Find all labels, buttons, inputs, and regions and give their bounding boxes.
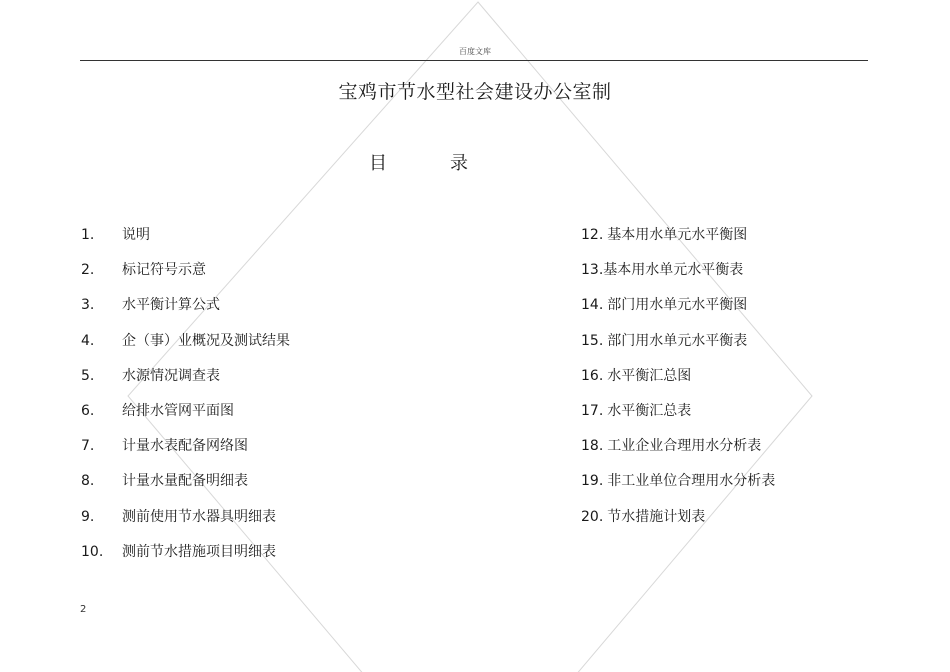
toc-item-number: 17. bbox=[581, 402, 604, 419]
toc-item-text: 水平衡汇总表 bbox=[607, 402, 692, 419]
toc-item-text: 水源情况调查表 bbox=[122, 367, 220, 384]
toc-item-15 bbox=[581, 332, 775, 367]
toc-item-19 bbox=[581, 472, 775, 507]
header-label bbox=[0, 47, 950, 57]
toc-left-column bbox=[81, 226, 290, 578]
toc-item-text: 非工业单位合理用水分析表 bbox=[607, 473, 776, 490]
toc-item-text: 计量水表配备网络图 bbox=[122, 438, 248, 455]
toc-item-number: 18. bbox=[581, 438, 604, 455]
toc-item-number: 3. bbox=[81, 297, 95, 314]
header-rule bbox=[80, 60, 868, 61]
toc-item-text: 企（事）业概况及测试结果 bbox=[122, 332, 290, 349]
toc-item-number: 1. bbox=[81, 227, 95, 243]
toc-item-number: 12. bbox=[581, 227, 604, 243]
toc-item-4 bbox=[81, 332, 290, 367]
toc-item-3 bbox=[81, 296, 290, 331]
toc-item-number: 16. bbox=[581, 367, 604, 384]
toc-item-text: 水平衡汇总图 bbox=[607, 367, 692, 384]
toc-item-number: 2. bbox=[81, 262, 95, 279]
toc-item-number: 9. bbox=[81, 508, 95, 525]
toc-item-number: 10. bbox=[81, 543, 104, 560]
toc-item-1 bbox=[81, 226, 290, 261]
toc-item-text: 节水措施计划表 bbox=[607, 508, 706, 525]
toc-right-column bbox=[581, 226, 775, 543]
toc-item-13 bbox=[581, 261, 775, 296]
toc-item-number: 7. bbox=[81, 438, 95, 455]
toc-item-text: 计量水量配备明细表 bbox=[122, 473, 248, 490]
document-title: 宝鸡市节水型社会建设办公室制 bbox=[338, 81, 612, 103]
toc-item-16 bbox=[581, 367, 775, 402]
toc-item-text: 工业企业合理用水分析表 bbox=[607, 438, 762, 455]
page-number: 2 bbox=[80, 604, 87, 615]
toc-item-number: 19. bbox=[581, 473, 604, 490]
toc-item-text: 基本用水单元水平衡表 bbox=[603, 262, 744, 279]
toc-item-2 bbox=[81, 261, 290, 296]
toc-item-number: 20. bbox=[581, 508, 604, 525]
toc-item-text: 部门用水单元水平衡图 bbox=[607, 297, 748, 314]
toc-item-text: 说明 bbox=[122, 227, 150, 243]
toc-item-7 bbox=[81, 437, 290, 472]
toc-item-9 bbox=[81, 508, 290, 543]
toc-item-text: 基本用水单元水平衡图 bbox=[607, 227, 748, 243]
toc-item-10 bbox=[81, 543, 290, 578]
toc-item-number: 5. bbox=[81, 367, 95, 384]
toc-item-text: 测前使用节水器具明细表 bbox=[122, 508, 276, 525]
toc-item-text: 部门用水单元水平衡表 bbox=[607, 332, 748, 349]
toc-item-text: 测前节水措施项目明细表 bbox=[122, 543, 276, 560]
toc-item-number: 14. bbox=[581, 297, 604, 314]
toc-item-17 bbox=[581, 402, 775, 437]
toc-heading bbox=[369, 152, 479, 176]
toc-heading-char-2: 录 bbox=[450, 153, 468, 174]
toc-item-number: 4. bbox=[81, 332, 95, 349]
toc-item-14 bbox=[581, 296, 775, 331]
toc-item-20 bbox=[581, 508, 775, 543]
header-label-text: 百度文库 bbox=[453, 47, 497, 56]
toc-item-number: 8. bbox=[81, 473, 95, 490]
toc-item-text: 标记符号示意 bbox=[122, 262, 206, 279]
toc-item-text: 水平衡计算公式 bbox=[122, 297, 220, 314]
toc-item-number: 6. bbox=[81, 402, 95, 419]
toc-item-text: 给排水管网平面图 bbox=[122, 402, 234, 419]
toc-item-5 bbox=[81, 367, 290, 402]
toc-item-number: 15. bbox=[581, 332, 604, 349]
toc-item-number: 13. bbox=[581, 262, 604, 279]
toc-item-6 bbox=[81, 402, 290, 437]
toc-item-12 bbox=[581, 226, 775, 261]
toc-item-18 bbox=[581, 437, 775, 472]
toc-item-8 bbox=[81, 472, 290, 507]
toc-heading-char-1: 目 bbox=[369, 153, 387, 174]
